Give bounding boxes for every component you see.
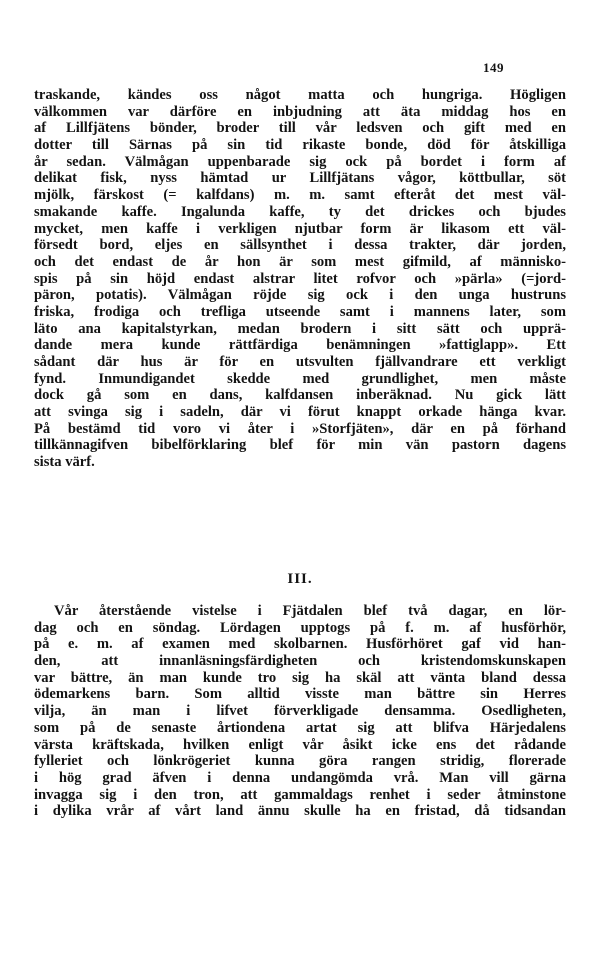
text-line: delikat fisk, nyss hämtad ur Lillfjätans vågor, köttbullar, söt [34, 170, 566, 187]
text-line: värsta kräftskada, hvilken enligt vår åsikt icke ens det rådande [34, 736, 566, 753]
text-line: fynd. Inmundigandet skedde med grundlighet, men måste [34, 370, 566, 387]
text-line: att svinga sig i sadeln, där vi förut knappt orkade hänga kvar. [34, 404, 566, 421]
text-line: spis på sin höjd endast alstrar litet rofvor och »pärla» (=jord- [34, 270, 566, 287]
text-line: i hög grad äfven i denna undangömda vrå. Man vill gärna [34, 769, 566, 786]
text-line: Vår återstående vistelse i Fjätdalen blef två dagar, en lör- [54, 603, 566, 619]
text-line: dock gå som en dans, kalfdansen inberäknad. Nu gick lätt [34, 387, 566, 404]
text-line: På bestämd tid voro vi åter i »Storfjäten», där en på förhand [34, 420, 566, 437]
text-line: sådant där hus är för en utsvulten fjällvandrare ett verkligt [34, 354, 566, 370]
text-line: invagga sig i den tron, att gammaldags renhet i seder åtminstone [34, 786, 566, 803]
text-line: friska, frodiga och trefliga utseende samt i mannens later, som [34, 303, 566, 320]
text-line: läto ana kapitalstyrkan, medan brodern i sitt sätt och upprä- [34, 320, 566, 337]
text-line: af Lillfjätens bönder, broder till vår ledsven och gift med en [34, 120, 566, 137]
text-line: som på de senaste årtiondena artat sig att blifva Härjedalens [34, 719, 566, 736]
section-heading: III. [287, 571, 313, 587]
paragraph-2 [34, 603, 566, 820]
text-line: smakande kaffe. Ingalunda kaffe, ty det drickes och bjudes [34, 203, 566, 220]
text-line: dag och en söndag. Lördagen upptogs på f. m. af husförhör, [34, 619, 566, 636]
text-line: på e. m. af examen med skolbarnen. Husförhöret gaf vid han- [34, 636, 566, 653]
page-number: 149 [483, 60, 504, 75]
text-line: sista värf. [34, 454, 95, 471]
text-line: den, att innanläsningsfärdigheten och kristendomskunskapen [34, 653, 566, 670]
text-line: dande mera kunde rättfärdiga benämningen »fattiglapp». Ett [34, 337, 566, 354]
paragraph-1 [34, 87, 566, 471]
text-line: välkommen var därföre en inbjudning att äta middag hos en [34, 103, 566, 120]
text-line: fylleriet och lönkrögeriet kunna göra rangen stridig, florerade [34, 753, 566, 770]
text-line: traskande, kändes oss något matta och hungriga. Högligen [34, 87, 566, 103]
text-line: päron, potatis). Välmågan röjde sig ock i den unga hustruns [34, 287, 566, 304]
text-line: och det endast de år hon är som mest gifmild, af människo- [34, 253, 566, 270]
text-line: dotter till Särnas på sin tid rikaste bonde, död för åtskilliga [34, 137, 566, 154]
text-line: vilja, än man i lifvet förverkligade densamma. Osedligheten, [34, 703, 566, 720]
text-line: år sedan. Välmågan uppenbarade sig ock på bordet i form af [34, 153, 566, 170]
text-line: ödemarkens barn. Som alltid visste man bättre sin Herres [34, 686, 566, 703]
text-line: i dylika vrår af vårt land ännu skulle ha en fristad, då tidsandan [34, 803, 566, 820]
text-line: var bättre, än man kunde tro sig ha skäl att vänta bland dessa [34, 669, 566, 686]
text-line: tillkännagifven bibelförklaring blef för min vän pastorn dagens [34, 437, 566, 454]
text-line: mjölk, färskost (= kalfdans) m. m. samt efteråt det mest väl- [34, 187, 566, 204]
text-line: mycket, men kaffe i verkligen njutbar form är likasom ett väl- [34, 220, 566, 237]
text-line: försedt bord, eljes en sällsynthet i dessa trakter, där jorden, [34, 237, 566, 254]
